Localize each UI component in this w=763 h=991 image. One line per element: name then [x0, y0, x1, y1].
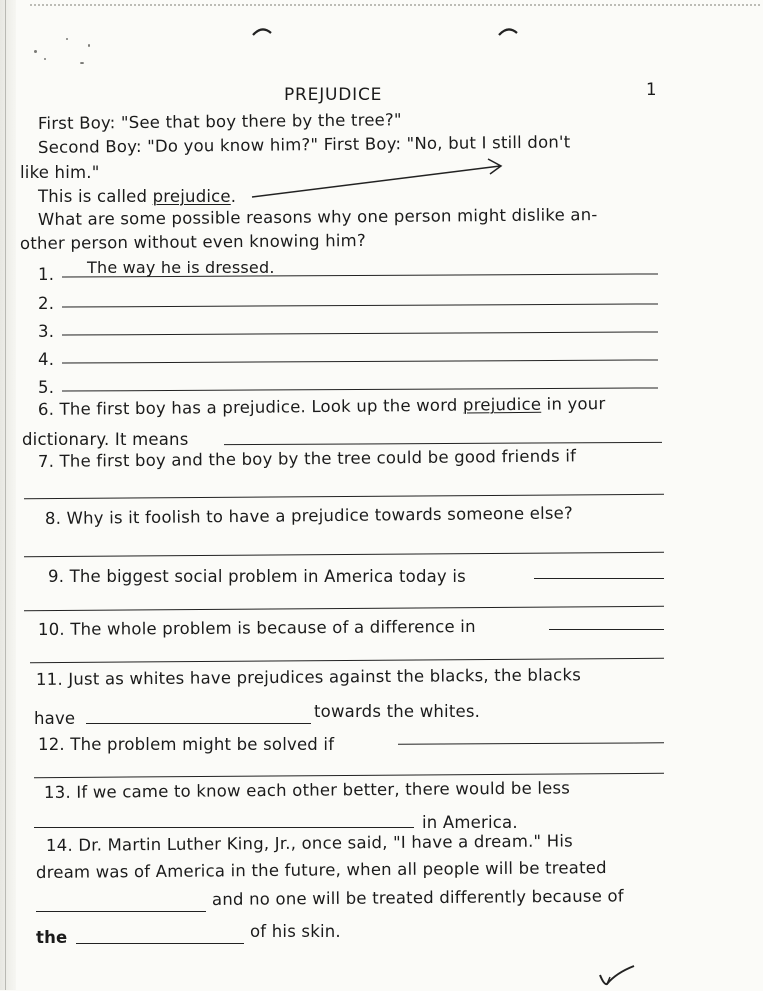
q10-blank[interactable]	[30, 658, 664, 663]
called-word: prejudice	[152, 187, 231, 206]
q9-blank[interactable]	[24, 606, 664, 611]
q12-blank[interactable]	[34, 773, 664, 778]
page-title: PREJUDICE	[284, 85, 383, 105]
reason-answer[interactable]: The way he is dressed.	[87, 258, 275, 277]
q11-have: have	[34, 709, 76, 728]
q6-word: prejudice	[462, 394, 542, 415]
q6-text-b: in your	[541, 394, 606, 414]
q14-line-2: dream was of America in the future, when all people will be treated	[35, 858, 607, 882]
q11-blank[interactable]	[86, 723, 311, 724]
punch-hole-mark	[497, 26, 519, 36]
reason-blank[interactable]	[62, 387, 658, 391]
q7-blank[interactable]	[24, 494, 664, 499]
reason-number: 4.	[38, 350, 55, 369]
smudge	[44, 58, 46, 60]
called-suffix: .	[230, 187, 237, 206]
q6-blank[interactable]	[224, 442, 662, 445]
question-line-2: other person without even knowing him?	[19, 230, 366, 253]
smudge	[80, 62, 84, 64]
question-12: 12. The problem might be solved if	[38, 735, 335, 754]
page-number: 1	[646, 80, 657, 99]
question-line-1: What are some possible reasons why one person might dislike an-	[37, 205, 598, 229]
q13-in-america: in America.	[422, 813, 518, 832]
question-11: 11. Just as whites have prejudices against the blacks, the blacks	[35, 665, 582, 689]
punch-hole-mark	[251, 26, 273, 36]
reason-number: 3.	[38, 322, 55, 341]
q14-blank-2[interactable]	[76, 943, 244, 944]
question-6	[38, 394, 606, 420]
reason-number: 2.	[38, 294, 55, 313]
question-13: 13. If we came to know each other better, there would be less	[43, 778, 571, 802]
question-14: 14. Dr. Martin Luther King, Jr., once said, "I have a dream." His	[45, 831, 574, 855]
q12-blank-inline[interactable]	[398, 742, 664, 744]
q8-blank[interactable]	[24, 552, 664, 557]
reason-blank[interactable]	[62, 331, 658, 335]
q14-blank-1[interactable]	[36, 911, 206, 912]
q10-blank-inline[interactable]	[549, 629, 664, 630]
q14-the: the	[36, 928, 68, 947]
called-line	[38, 187, 236, 207]
q9-blank-inline[interactable]	[534, 578, 664, 579]
q14-line-3: and no one will be treated differently because of	[211, 886, 624, 909]
q6-continuation: dictionary. It means	[22, 430, 189, 449]
dialogue-line-2: Second Boy: "Do you know him?" First Boy: "No, but I still don't	[37, 132, 571, 157]
smudge	[34, 50, 37, 53]
called-prefix: This is called	[38, 187, 153, 206]
smudge	[66, 38, 68, 40]
q11-towards: towards the whites.	[314, 702, 481, 721]
question-8: 8. Why is it foolish to have a prejudice towards someone else?	[44, 503, 574, 528]
dialogue-line-3: like him."	[20, 163, 100, 182]
q13-blank[interactable]	[34, 827, 414, 828]
binding-edge	[0, 0, 16, 990]
reason-number: 5.	[38, 378, 55, 397]
question-10: 10. The whole problem is because of a difference in	[37, 616, 476, 639]
reason-blank[interactable]	[62, 359, 658, 363]
reason-blank[interactable]	[62, 303, 658, 307]
question-9: 9. The biggest social problem in America today is	[48, 567, 466, 586]
question-7: 7. The first boy and the boy by the tree could be good friends if	[37, 446, 577, 471]
reason-number: 1.	[38, 265, 55, 284]
dialogue-line-1: First Boy: "See that boy there by the tree?"	[37, 110, 402, 133]
smudge	[88, 44, 90, 47]
q6-text-a: 6. The first boy has a prejudice. Look up the word	[37, 395, 464, 419]
perforation-line	[30, 4, 760, 6]
check-mark-icon	[598, 963, 638, 991]
q14-skin: of his skin.	[250, 922, 341, 941]
binding-line	[5, 0, 6, 990]
